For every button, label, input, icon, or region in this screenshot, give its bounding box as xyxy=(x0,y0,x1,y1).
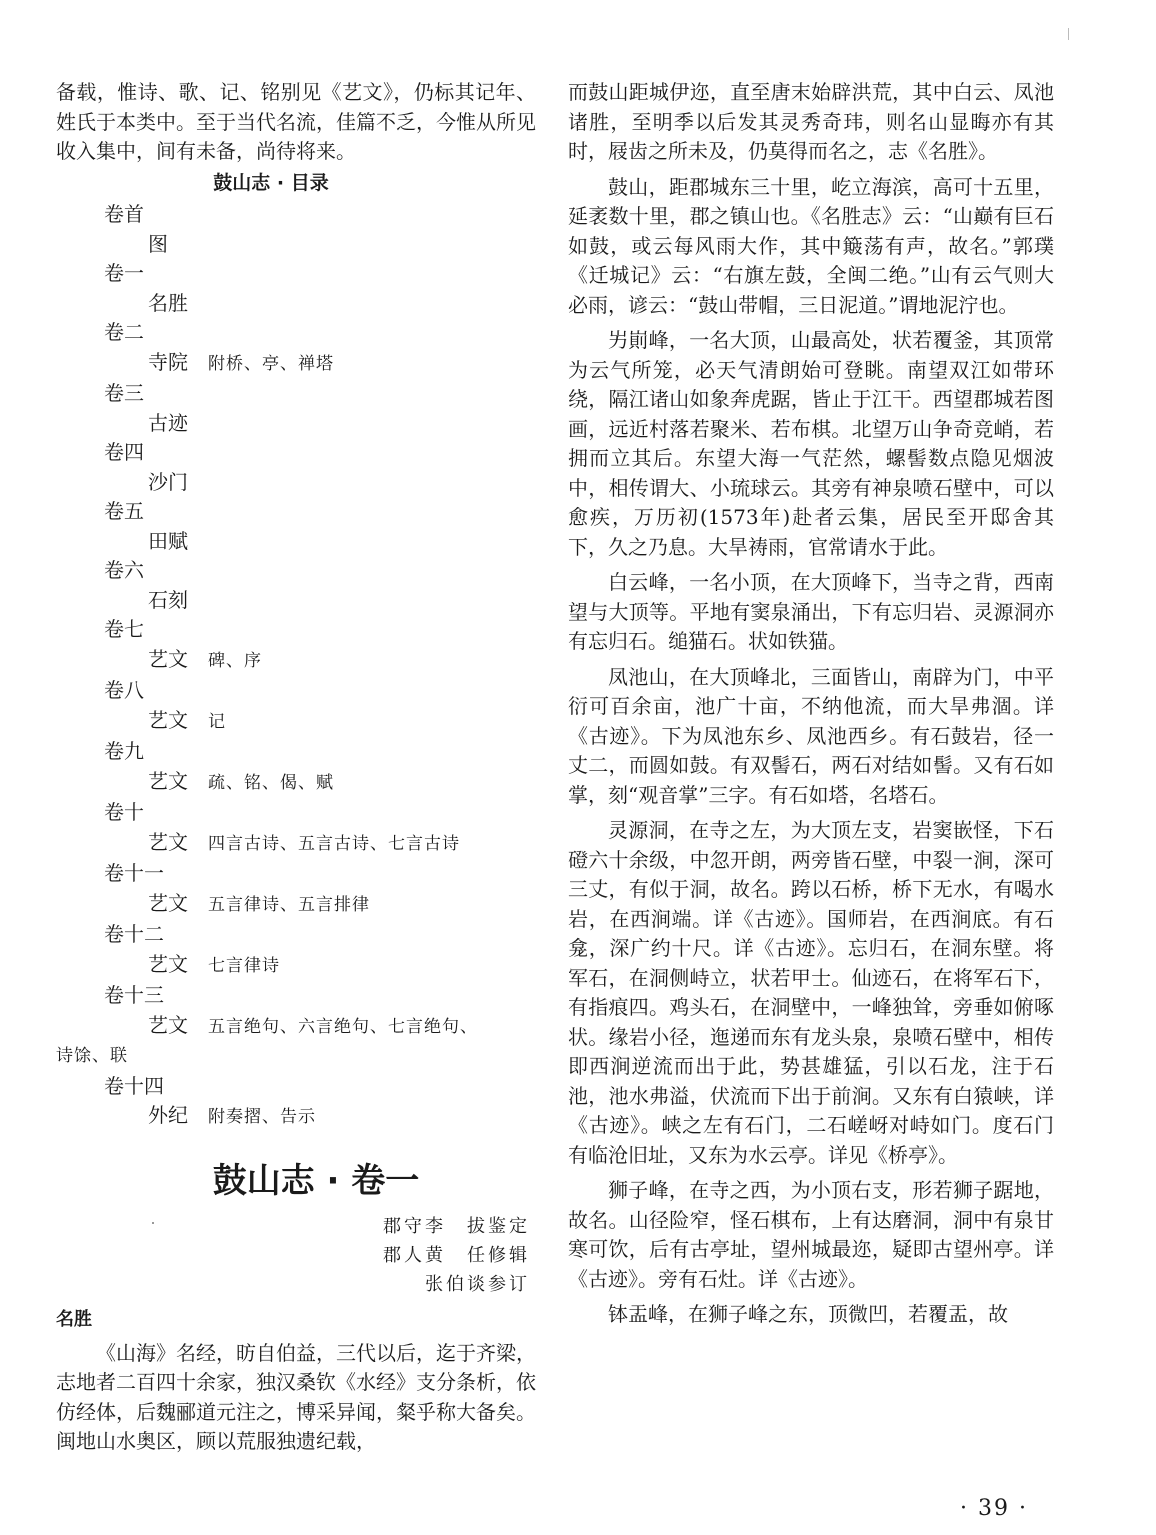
left-column xyxy=(56,78,536,1457)
toc-entry xyxy=(56,767,536,799)
toc-volume: 卷八 xyxy=(104,678,144,702)
toc-entry xyxy=(56,289,536,319)
section-body: 《山海》名经，昉自伯益，三代以后，迄于齐梁，志地者二百四十余家，独汉桑钦《水经》支分条析，依仿经体，后魏郦道元注之，博采异闻，粲乎称大备矣。闽地山水奥区，顾以荒服独遗纪载， xyxy=(56,1340,536,1453)
toc-note: 疏、铭、偈、赋 xyxy=(208,772,334,793)
toc-volume: 卷首 xyxy=(104,202,144,226)
paragraph: 白云峰，一名小顶，在大顶峰下，当寺之背，西南望与大顶等。平地有窦泉涌出，下有忘归岩、灵源洞亦有忘归石。缒猫石。状如铁猫。 xyxy=(568,570,1054,653)
toc-volume: 卷九 xyxy=(104,739,144,763)
toc-entry xyxy=(56,828,536,860)
toc-volume: 卷二 xyxy=(104,320,144,344)
toc-section: 沙门 xyxy=(148,469,188,494)
toc-volume: 卷四 xyxy=(104,440,144,464)
toc-note: 记 xyxy=(208,711,226,732)
toc-entry xyxy=(56,1101,536,1133)
right-column xyxy=(568,78,1054,1336)
toc-section: 艺文 xyxy=(148,768,188,793)
intro-text: 备载，惟诗、歌、记、铭别见《艺文》，仍标其记年、姓氏于本类中。至于当代名流，佳篇不乏，今惟从所见收入集中，间有未备，尚待将来。 xyxy=(56,80,536,163)
paragraph: 而鼓山距城伊迩，直至唐末始辟洪荒，其中白云、凤池诸胜，至明季以后发其灵秀奇玮，则名山显晦亦有其时，屐齿之所未及，仍莫得而名之，志《名胜》。 xyxy=(568,80,1054,163)
scan-mark xyxy=(1068,28,1069,40)
toc-volume: 卷十四 xyxy=(104,1073,164,1098)
toc-section: 艺文 xyxy=(148,646,188,671)
toc-entry xyxy=(56,889,536,921)
toc-volume: 卷六 xyxy=(104,558,144,582)
toc-note: 附奏摺、告示 xyxy=(208,1107,316,1127)
paragraph: 鼓山，距郡城东三十里，屹立海滨，高可十五里，延袤数十里，郡之镇山也。《名胜志》云：“山巅有巨石如鼓，或云每风雨大作，其中簸荡有声，故名。”郭璞《迁城记》云：“右旗左鼓，全闽二绝。”山有云气则大必雨，谚云：“鼓山带帽，三日泥道。”谓地泥泞也。 xyxy=(568,174,1054,317)
toc-section: 外纪 xyxy=(148,1103,188,1127)
toc-entry xyxy=(56,706,536,738)
volume-title: 鼓山志 · 卷一 xyxy=(212,1160,420,1201)
section-heading: 名胜 xyxy=(56,1309,92,1330)
toc-volume: 卷五 xyxy=(104,499,144,523)
credit-line-2: 郡人黄 任修辑 xyxy=(383,1245,530,1266)
toc-section: 艺文 xyxy=(148,1012,188,1037)
toc-entry xyxy=(56,468,536,498)
toc-volume: 卷十一 xyxy=(104,861,164,885)
toc-entry xyxy=(56,409,536,439)
table-of-contents xyxy=(56,200,536,1133)
toc-entry xyxy=(56,1011,536,1043)
toc-title: 鼓山志 · 目录 xyxy=(213,171,329,194)
toc-volume: 卷十三 xyxy=(104,983,164,1007)
toc-note: 四言古诗、五言古诗、七言古诗 xyxy=(208,833,460,854)
paragraph: 灵源洞，在寺之左，为大顶左支，岩窦嵌怪，下石磴六十余级，中忽开朗，两旁皆石壁，中裂一涧，深可三丈，有似于洞，故名。跨以石桥，桥下无水，有喝水岩，在西涧端。详《古迹》。国师岩，在西涧底。有石龛，深广约十尺。详《古迹》。忘归石，在洞东壁。将军石，在洞侧峙立，状若甲士。仙迹石，在将军石下，有指痕四。鸡头石，在洞壁中，一峰独耸，旁垂如俯啄状。缘岩小径，迤递而东有龙头泉，泉喷石壁中，相传即西涧逆流而出于此，势甚雄猛，引以石龙，注于石池，池水弗溢，伏流而下出于前涧。又东有白猿峡，详《古迹》。峡之左有石门，二石嵯岈对峙如门。度石门有临沧旧址，又东为水云亭。详见《桥亭》。 xyxy=(568,818,1054,1167)
toc-section: 名胜 xyxy=(148,290,188,315)
toc-section: 艺文 xyxy=(148,951,188,976)
toc-volume: 卷三 xyxy=(104,381,144,405)
paragraph: 凤池山，在大顶峰北，三面皆山，南辟为门，中平衍可百余亩，池广十亩，不纳他流，而大旱弗涸。详《古迹》。下为凤池东乡、凤池西乡。有石鼓岩，径一丈二，而圆如鼓。有双髻石，两石对结如髻。又有石如掌，刻“观音掌”三字。有石如塔，名塔石。 xyxy=(568,664,1054,807)
credit-line-1: 郡守李 拔鉴定 xyxy=(383,1216,530,1237)
toc-note-continuation: 诗馀、联 xyxy=(56,1046,128,1066)
credit-line-3: 张伯谈参订 xyxy=(425,1274,530,1295)
toc-entry xyxy=(56,348,536,380)
toc-entry xyxy=(56,950,536,982)
toc-entry xyxy=(56,230,536,260)
toc-entry xyxy=(56,586,536,616)
toc-volume: 卷七 xyxy=(104,617,144,641)
toc-section: 图 xyxy=(148,231,168,256)
toc-volume: 卷十 xyxy=(104,800,144,824)
toc-section: 古迹 xyxy=(148,410,188,435)
toc-note: 附桥、亭、禅塔 xyxy=(208,353,334,374)
toc-note: 碑、序 xyxy=(208,650,262,671)
paragraph: 钵盂峰，在狮子峰之东，顶微凹，若覆盂，故 xyxy=(608,1302,1008,1326)
paragraph: 狮子峰，在寺之西，为小顶右支，形若狮子踞地，故名。山径险窄，怪石棋布，上有达磨洞，洞中有泉甘寒可饮，后有古亭址，望州城最迩，疑即古望州亭。详《古迹》。旁有石灶。详《古迹》。 xyxy=(568,1178,1054,1291)
toc-note: 五言绝句、六言绝句、七言绝句、 xyxy=(208,1016,478,1037)
paragraph: 屴崱峰，一名大顶，山最高处，状若覆釜，其顶常为云气所笼，必天气清朗始可登眺。南望双江如带环绕，隔江诸山如象奔虎踞，皆止于江干。西望郡城若图画，远近村落若聚米、若布棋。北望万山争奇竞峭，若拥而立其后。东望大海一气茫然，螺髻数点隐见烟波中，相传谓大、小琉球云。其旁有神泉喷石壁中，可以愈疾，万历初(1573年)赴者云集，居民至开邸舍其下，久之乃息。大旱祷雨，官常请水于此。 xyxy=(568,328,1054,559)
toc-entry xyxy=(56,527,536,557)
toc-section: 石刻 xyxy=(148,587,188,612)
toc-entry xyxy=(56,645,536,677)
toc-section: 艺文 xyxy=(148,890,188,915)
toc-note: 五言律诗、五言排律 xyxy=(208,894,370,915)
toc-section: 艺文 xyxy=(148,829,188,854)
toc-section: 田赋 xyxy=(148,528,188,553)
toc-section: 寺院 xyxy=(148,349,188,374)
page-number: · 39 · xyxy=(960,1496,1028,1521)
toc-volume: 卷十二 xyxy=(104,922,164,946)
toc-note: 七言律诗 xyxy=(208,955,280,976)
toc-volume: 卷一 xyxy=(104,261,144,285)
toc-section: 艺文 xyxy=(148,707,188,732)
